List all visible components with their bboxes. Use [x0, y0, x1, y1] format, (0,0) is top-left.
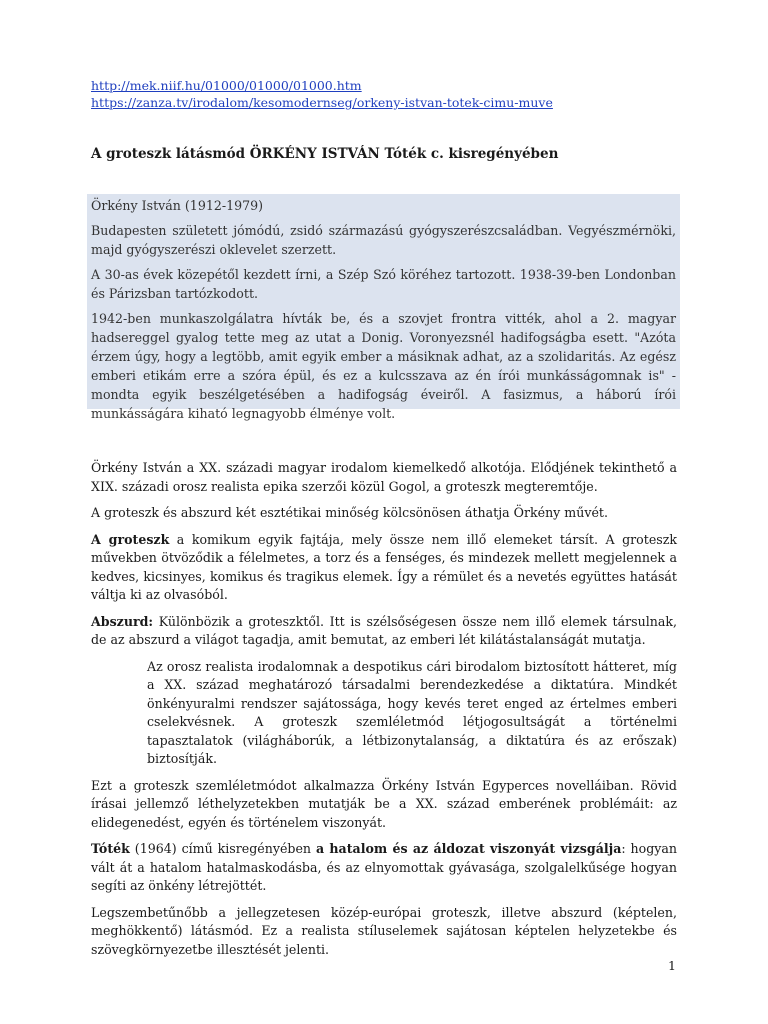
bio-paragraph-1: Budapesten született jómódú, zsidó származású gyógyszerészcsaládban. Vegyészmérnöki, majd gyógyszerészi oklevelet szerzett.	[91, 223, 676, 257]
bio-paragraph-2: A 30-as évek közepétől kezdett írni, a Szép Szó köréhez tartozott. 1938-39-ben Londonban és Párizsban tartózkodott.	[91, 267, 676, 301]
body-paragraph-5: Az orosz realista irodalomnak a despotikus cári birodalom biztosított hátteret, míg a XX. század meghatározó társadalmi berendezkedése a diktatúra. Mindkét önkényuralmi rendszer sajátossága, hogy kevés teret enged az értelmes emberi cselekvésnek. A groteszk szemléletmód létjogosultságát a történelmi tapasztalatok (világháborúk, a létbizonytalanság, a diktatúra és az erőszak) biztosítják.	[147, 658, 677, 766]
term-abszurd: Abszurd:	[91, 613, 154, 629]
body-paragraph-2: A groteszk és abszurd két esztétikai minőség kölcsönösen áthatja Örkény művét.	[91, 505, 608, 520]
biography-box	[87, 194, 680, 421]
body-paragraph-6: Ezt a groteszk szemléletmódot alkalmazza Örkény István Egyperces novelláiban. Rövid írásai jellemző léthelyzetekben mutatják be a XX. század emberének problémáit: az elidegenedést, egyén és történelem viszonyát.	[91, 777, 677, 830]
totek-description: : hogyan vált át a hatalom hatalmaskodásba, és az elnyomottak gyávasága, szolgalelkűsége hogyan segíti az önkény létrejöttét.	[91, 841, 677, 893]
link-mek[interactable]: http://mek.niif.hu/01000/01000/01000.htm	[91, 78, 362, 93]
groteszk-definition: a komikum egyik fajtája, mely össze nem illő elemeket társít. A groteszk művekben ötvöződik a félelmetes, a torz és a fenséges, és mindezek mellett megjelennek a kedves, kicsinyes, komikus és tragikus elemek. Így a rémület és a nevetés együttes hatását váltja ki az olvasóból.	[91, 531, 677, 602]
body-paragraph-3	[91, 531, 677, 605]
body-paragraph-1: Örkény István a XX. századi magyar irodalom kiemelkedő alkotója. Elődjének tekinthető a XIX. századi orosz realista epika szerzői közül Gogol, a groteszk megteremtője.	[91, 460, 677, 494]
link-zanza[interactable]: https://zanza.tv/irodalom/kesomodernseg/orkeny-istvan-totek-cimu-muve	[91, 95, 553, 110]
body-paragraph-7	[91, 840, 677, 896]
body-paragraph-8: Legszembetűnőbb a jellegzetesen közép-európai groteszk, illetve abszurd (képtelen, meghökkentő) látásmód. Ez a realista stíluselemek sajátosan képtelen helyzetekbe és szövegkörnyezetbe illesztését jelenti.	[91, 904, 677, 957]
main-text	[91, 459, 677, 967]
document-title: A groteszk látásmód ÖRKÉNY ISTVÁN Tóték c. kisregényében	[91, 146, 559, 162]
term-toték: Tóték	[91, 841, 130, 856]
page-number: 1	[668, 958, 676, 973]
abszurd-definition: Különbözik a groteszktől. Itt is szélsőségesen össze nem illő elemek társulnak, de az abszurd a világot tagadja, amit bemutat, az emberi lét kilátástalanságát mutatja.	[91, 613, 677, 647]
body-paragraph-4	[91, 613, 677, 650]
bio-paragraph-3: 1942-ben munkaszolgálatra hívták be, és a szovjet frontra vitték, ahol a 2. magyar hadsereggel gyalog tette meg az utat a Donig. Voronyezsnél hadifogságba esett. "Azóta érzem úgy, hogy a legtöbb, amit egyik ember a másiknak adhat, az a szolidaritás. Az egész emberi etikám erre a szóra épül, és ez a kulcsszava az én írói munkásságomnak is" - mondta egyik beszélgetésében a hadifogság éveiről. A fasizmus, a háború írói munkásságára kiható legnagyobb élménye volt.	[91, 311, 676, 421]
bio-heading: Örkény István (1912-1979)	[91, 198, 264, 213]
term-hatalom: a hatalom és az áldozat viszonyát vizsgálja	[315, 841, 622, 856]
totek-year: (1964) című kisregényében	[129, 841, 316, 856]
source-links	[91, 77, 553, 111]
term-groteszk: A groteszk	[91, 531, 170, 547]
